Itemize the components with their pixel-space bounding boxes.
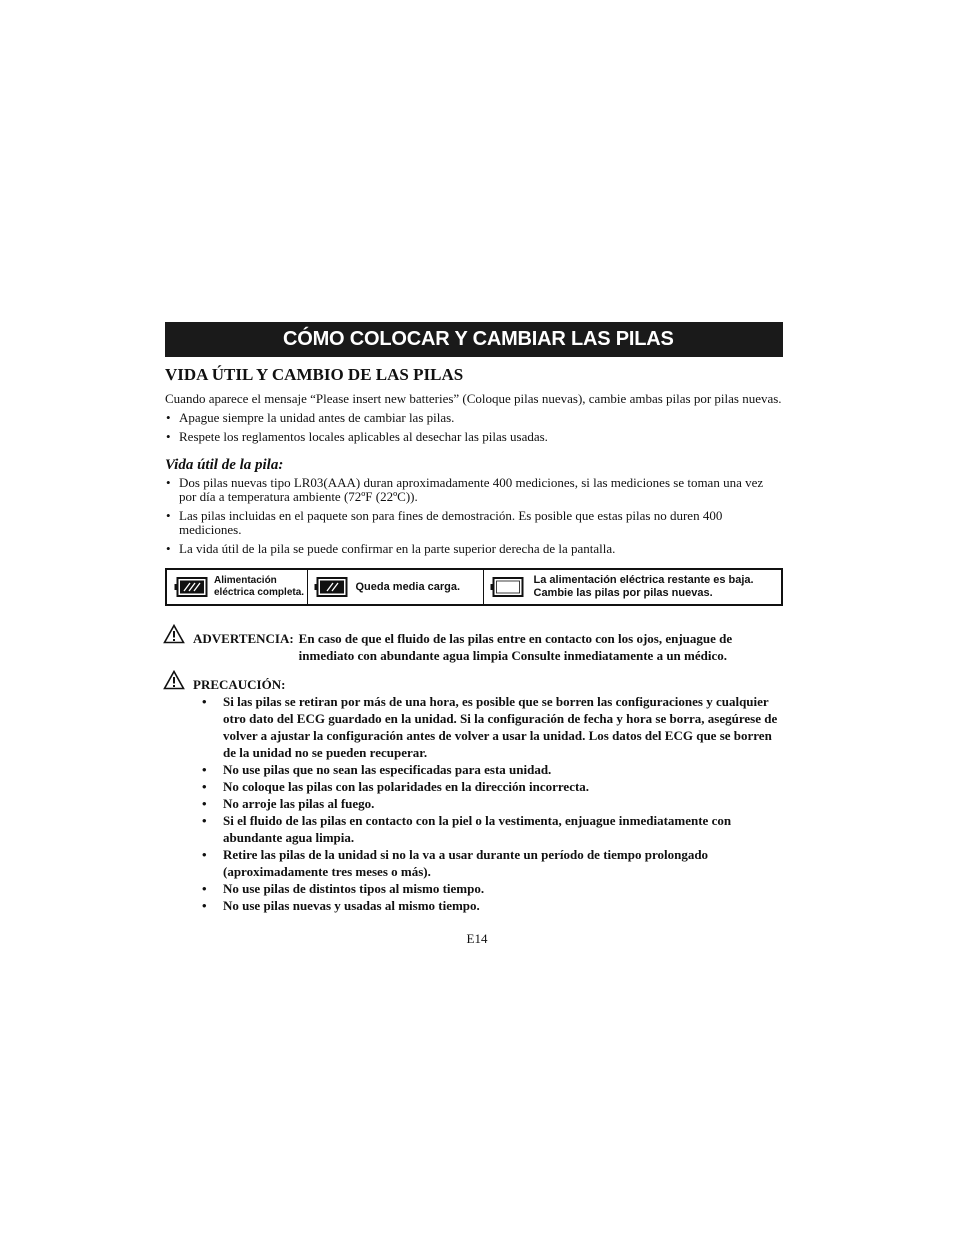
battery-life-bullets	[165, 476, 783, 556]
section-banner	[165, 322, 783, 357]
list-item: • Dos pilas nuevas tipo LR03(AAA) duran aproximadamente 400 mediciones, si las mediciones se toman una vez por día a temperatura ambiente (72ºF (22ºC)).	[165, 476, 783, 504]
battery-status-table	[165, 568, 783, 606]
page-number: E14	[466, 931, 488, 946]
list-item: • Retire las pilas de la unidad si no la va a usar durante un período de tiempo prolongado (aproximadamente tres meses o más).	[202, 846, 783, 880]
warning-label: ADVERTENCIA:	[193, 631, 294, 646]
warning-text: En caso de que el fluido de las pilas entre en contacto con los ojos, enjuague de inmediato con abundante agua limpia Consulte inmediatamente a un médico.	[298, 631, 733, 663]
warning-triangle-icon	[163, 624, 185, 644]
replacement-bullets	[165, 411, 783, 444]
battery-low-label-2: Cambie las pilas por pilas nuevas.	[533, 587, 713, 599]
battery-full-label-2: eléctrica completa.	[214, 587, 305, 598]
warning-triangle-icon	[163, 670, 185, 690]
battery-low-label-1: La alimentación eléctrica restante es baja.	[533, 574, 754, 586]
list-item: • No use pilas que no sean las especificadas para esta unidad.	[202, 761, 783, 778]
battery-low-cell	[483, 569, 782, 605]
caution-label: PRECAUCIÓN:	[193, 677, 286, 692]
battery-full-label-1: Alimentación	[214, 575, 277, 586]
list-item: • No arroje las pilas al fuego.	[202, 795, 783, 812]
list-item: • Las pilas incluidas en el paquete son para fines de demostración. Es posible que estas pilas no duren 400 mediciones.	[165, 509, 783, 537]
warning-block	[165, 630, 783, 664]
section-title: VIDA ÚTIL Y CAMBIO DE LAS PILAS	[165, 365, 464, 384]
list-item: • Si el fluido de las pilas en contacto con la piel o la vestimenta, enjuague inmediatamente con abundante agua limpia.	[202, 812, 783, 846]
list-item: • Respete los reglamentos locales aplicables al desechar las pilas usadas.	[165, 430, 783, 444]
list-item: • Apague siempre la unidad antes de cambiar las pilas.	[165, 411, 783, 425]
page-content	[165, 322, 783, 914]
caution-block	[165, 676, 783, 914]
intro-paragraph: Cuando aparece el mensaje “Please insert new batteries” (Coloque pilas nuevas), cambie ambas pilas por pilas nuevas.	[165, 391, 782, 406]
battery-full-icon	[174, 576, 208, 598]
battery-half-label: Queda media carga.	[355, 580, 461, 593]
list-item: • No coloque las pilas con las polaridades en la dirección incorrecta.	[202, 778, 783, 795]
battery-full-cell	[166, 569, 307, 605]
battery-empty-icon	[490, 576, 524, 598]
list-item: • La vida útil de la pila se puede confirmar en la parte superior derecha de la pantalla.	[165, 542, 783, 556]
list-item: • Si las pilas se retiran por más de una hora, es posible que se borren las configuraciones y cualquier otro dato del ECG guardado en la unidad. Si la configuración de fecha y hora se borra, asegúrese de volver a ajustar la configuración antes de volver a usar la unidad. Los datos del ECG que se borren de la unidad no se pueden recuperar.	[202, 693, 783, 761]
list-item: • No use pilas nuevas y usadas al mismo tiempo.	[202, 897, 783, 914]
banner-title: CÓMO COLOCAR Y CAMBIAR LAS PILAS	[283, 328, 674, 350]
battery-life-title: Vida útil de la pila:	[165, 457, 284, 473]
caution-bullets	[202, 693, 783, 914]
list-item: • No use pilas de distintos tipos al mismo tiempo.	[202, 880, 783, 897]
battery-half-icon	[314, 576, 348, 598]
battery-half-cell	[307, 569, 483, 605]
